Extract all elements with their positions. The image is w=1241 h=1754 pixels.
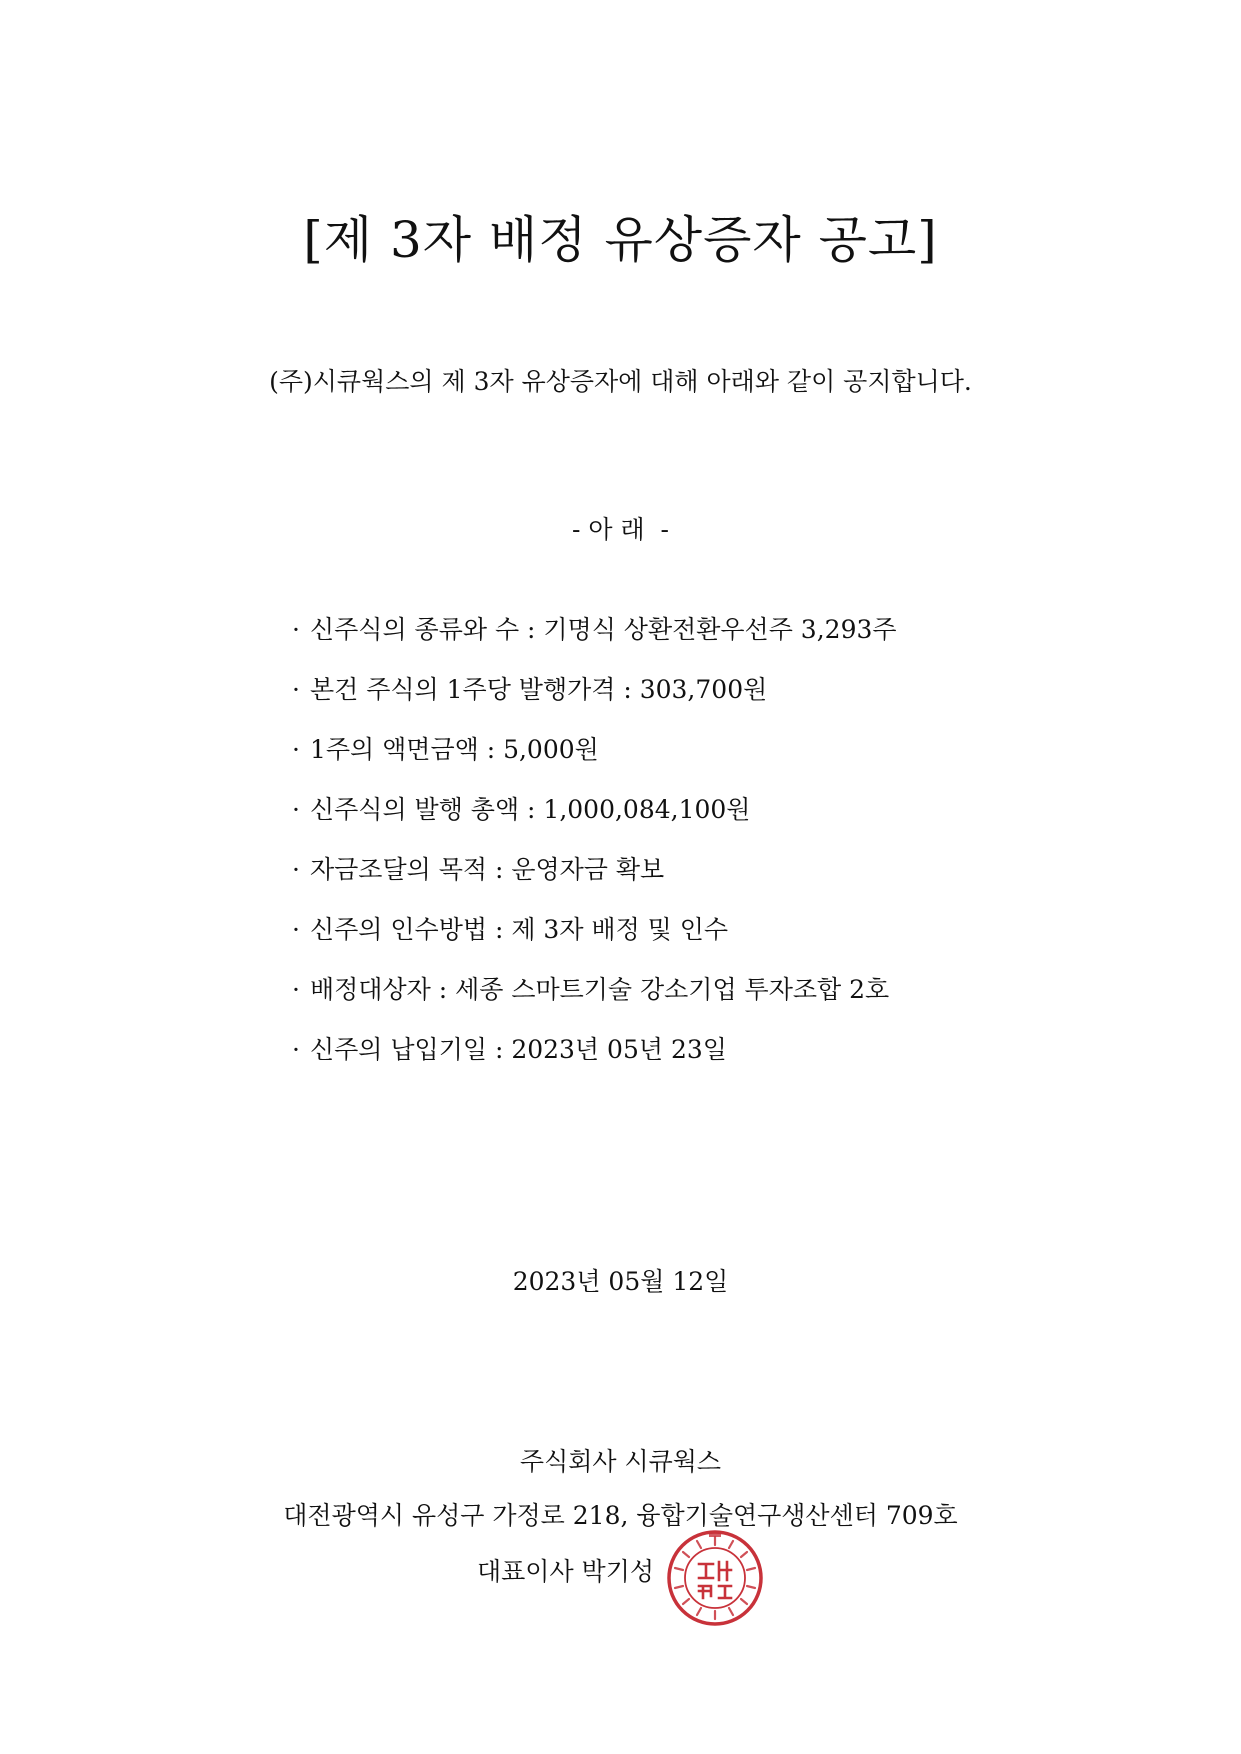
item-text: 신주식의 종류와 수 : 기명식 상환전환우선주 3,293주 (310, 615, 897, 644)
bullet: · (292, 675, 300, 704)
bullet: · (292, 1035, 300, 1064)
company-name: 주식회사 시큐웍스 (519, 1447, 722, 1476)
bullet: · (292, 855, 300, 884)
list-item (292, 848, 897, 908)
document-title: [제 3자 배정 유상증자 공고] (303, 211, 938, 269)
list-item (292, 668, 897, 728)
item-text: 신주의 납입기일 : 2023년 05년 23일 (310, 1035, 727, 1064)
detail-list (292, 608, 897, 1088)
list-item (292, 1028, 897, 1088)
bullet: · (292, 975, 300, 1004)
item-text: 1주의 액면금액 : 5,000원 (310, 735, 599, 764)
bullet: · (292, 735, 300, 764)
list-item (292, 788, 897, 848)
notice-heading: - 아 래 - (572, 515, 669, 544)
bullet: · (292, 795, 300, 824)
list-item (292, 728, 897, 788)
company-address: 대전광역시 유성구 가정로 218, 융합기술연구생산센터 709호 (283, 1501, 958, 1530)
item-text: 신주의 인수방법 : 제 3자 배정 및 인수 (310, 915, 729, 944)
item-text: 신주식의 발행 총액 : 1,000,084,100원 (310, 795, 751, 824)
bullet: · (292, 615, 300, 644)
notice-date: 2023년 05월 12일 (512, 1267, 729, 1296)
representative-name: 대표이사 박기성 (477, 1557, 654, 1586)
intro-text: (주)시큐웍스의 제 3자 유상증자에 대해 아래와 같이 공지합니다. (269, 367, 972, 396)
item-text: 자금조달의 목적 : 운영자금 확보 (310, 855, 665, 884)
list-item (292, 908, 897, 968)
company-seal-icon (665, 1528, 765, 1628)
item-text: 본건 주식의 1주당 발행가격 : 303,700원 (310, 675, 768, 704)
item-text: 배정대상자 : 세종 스마트기술 강소기업 투자조합 2호 (310, 975, 890, 1004)
bullet: · (292, 915, 300, 944)
list-item (292, 968, 897, 1028)
list-item (292, 608, 897, 668)
